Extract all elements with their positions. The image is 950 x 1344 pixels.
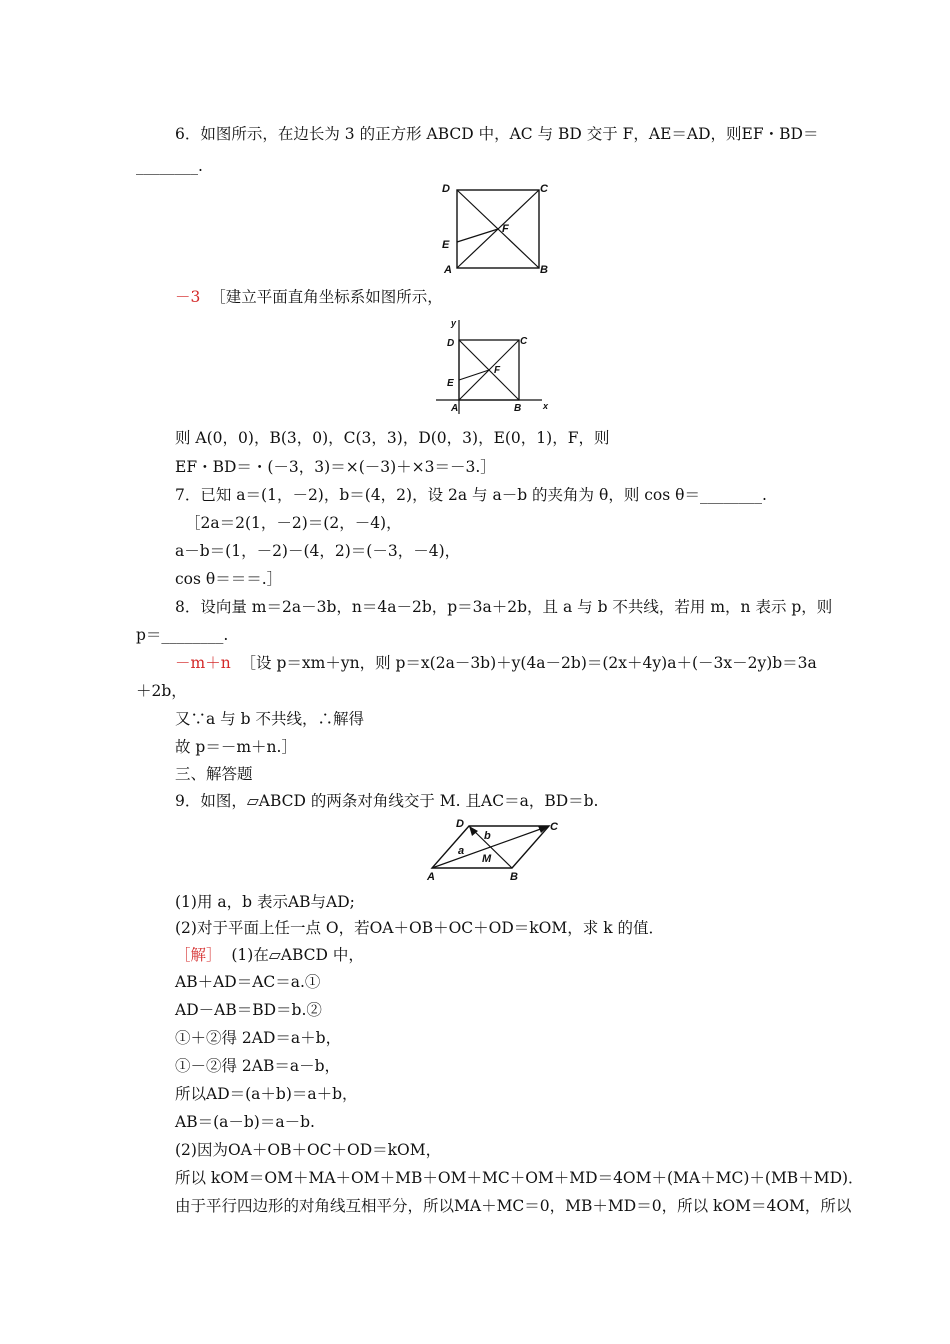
q7-solution-2: a－b＝(1，－2)－(4，2)＝(－3，－4)， — [175, 542, 461, 560]
q6-computation: EF・BD＝・(－3，3)＝×(－3)＋×3＝－3.］ — [175, 458, 496, 476]
fig1-label-f: F — [502, 223, 509, 235]
q9-solution-text: (1)在▱ABCD 中， — [231, 946, 364, 964]
q6-answer: －3 — [175, 288, 201, 306]
q9-part-1: (1)用 a，b 表示AB与AD; — [175, 893, 355, 911]
q9-step-8: 所以 kOM＝OM＋MA＋OM＋MB＋OM＋MC＋OM＋MD＝4OM＋(MA＋MC)＋(MB＋MD)． — [175, 1169, 864, 1187]
q9-step-6: AB＝(a－b)＝a－b. — [175, 1113, 315, 1131]
fig2-label-b: B — [514, 403, 522, 414]
fig3-label-b-vector: b — [484, 830, 491, 842]
q9-step-7: (2)因为OA＋OB＋OC＋OD＝kOM， — [175, 1141, 442, 1159]
q6-solution-text: ［建立平面直角坐标系如图所示， — [210, 288, 443, 306]
q8-line-1: 8．设向量 m＝2a－3b，n＝4a－2b，p＝3a＋2b，且 a 与 b 不共线，若用 m，n 表示 p，则 — [175, 598, 833, 616]
fig2-label-d: D — [447, 338, 455, 349]
fig3-label-b: B — [510, 871, 518, 883]
square-figure — [430, 178, 560, 278]
q8-answer: －m＋n — [175, 654, 231, 672]
q8-solution-line-1 — [175, 653, 817, 673]
fig1-label-b: B — [540, 264, 548, 276]
q6-coords: 则 A(0，0)，B(3，0)，C(3，3)，D(0，3)，E(0，1)，F，则 — [175, 429, 610, 447]
q9-solution-line-1 — [175, 945, 364, 965]
q9-part-2: (2)对于平面上任一点 O，若OA＋OB＋OC＋OD＝kOM，求 k 的值． — [175, 919, 665, 937]
fig3-label-d: D — [456, 818, 464, 830]
fig1-label-d: D — [442, 183, 450, 195]
q7-line-1: 7．已知 a＝(1，－2)，b＝(4，2)，设 2a 与 a－b 的夹角为 θ，则 cos θ＝________. — [175, 486, 767, 504]
q9-step-9: 由于平行四边形的对角线互相平分，所以MA＋MC＝0，MB＋MD＝0，所以 kOM＝4OM，所以 — [175, 1197, 852, 1215]
fig3-label-m: M — [482, 853, 492, 865]
q7-solution-3: cos θ＝＝＝.］ — [175, 570, 283, 588]
q8-solution-2: ＋2b， — [136, 682, 187, 700]
q6-blank: ________. — [136, 157, 203, 175]
q8-solution-3: 又∵a 与 b 不共线，∴解得 — [175, 710, 364, 728]
fig2-label-a: A — [451, 403, 459, 414]
fig2-label-y: y — [451, 318, 457, 328]
parallelogram-figure — [420, 814, 570, 884]
fig2-label-f: F — [494, 365, 501, 376]
q8-solution-4: 故 p＝－m＋n.］ — [175, 738, 297, 756]
fig1-label-e: E — [442, 239, 450, 251]
coordinate-figure — [432, 316, 557, 416]
q7-solution-1: ［2a＝2(1，－2)＝(2，－4)， — [185, 514, 402, 532]
q6-solution-line-1 — [175, 287, 443, 307]
fig2-label-c: C — [520, 336, 528, 347]
q9-step-5: 所以AD＝(a＋b)＝a＋b， — [175, 1085, 358, 1103]
q9-step-4: ①－②得 2AB＝a－b， — [175, 1057, 341, 1075]
fig2-label-e: E — [447, 378, 454, 389]
q8-blank: p＝________. — [136, 626, 229, 644]
fig1-label-a: A — [444, 264, 452, 276]
fig2-label-x: x — [543, 401, 549, 411]
q9-line-1: 9．如图，▱ABCD 的两条对角线交于 M. 且AC＝a，BD＝b. — [175, 792, 599, 810]
q8-solution-text: ［设 p＝xm＋yn，则 p＝x(2a－3b)＋y(4a－2b)＝(2x＋4y)a＋(－3x－2y)b＝3a — [240, 654, 817, 672]
q9-step-3: ①＋②得 2AD＝a＋b， — [175, 1029, 342, 1047]
section-heading: 三、解答题 — [175, 765, 253, 783]
q9-step-1: AB＋AD＝AC＝a.① — [175, 973, 321, 991]
fig3-label-a: A — [427, 871, 435, 883]
q9-solution-tag: ［解］ — [175, 946, 222, 964]
fig3-label-a-vector: a — [458, 845, 465, 857]
q6-line-1: 6．如图所示，在边长为 3 的正方形 ABCD 中，AC 与 BD 交于 F，AE＝AD，则EF・BD＝ — [175, 125, 819, 143]
fig1-label-c: C — [540, 183, 548, 195]
fig3-label-c: C — [550, 821, 558, 833]
q9-step-2: AD－AB＝BD＝b.② — [175, 1001, 322, 1019]
